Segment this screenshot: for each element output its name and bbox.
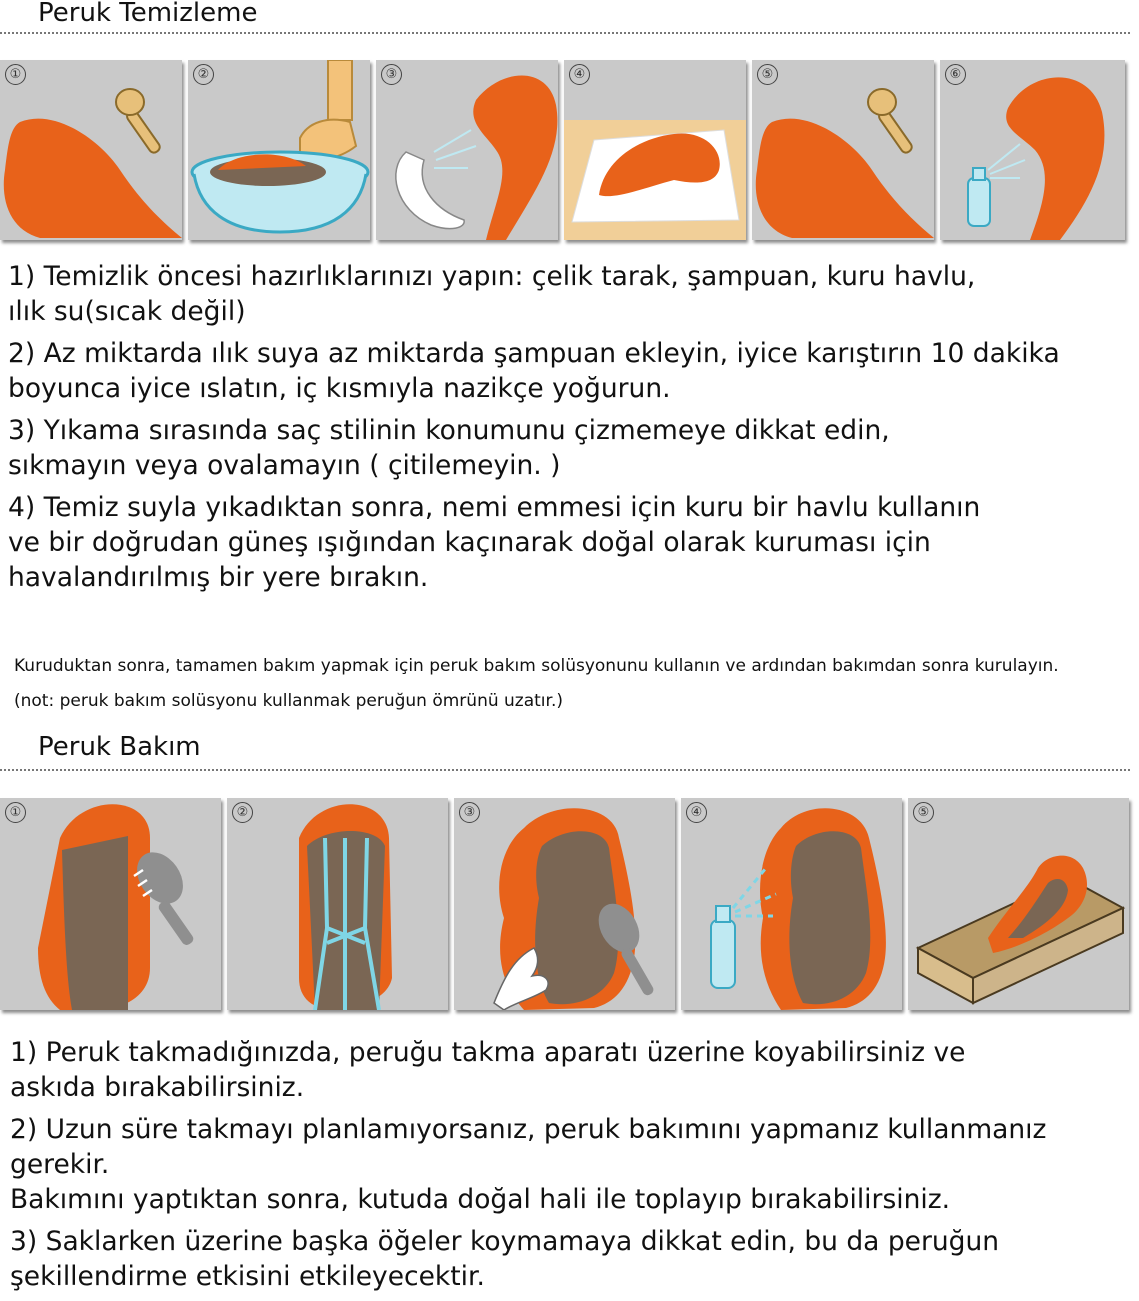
- towel-icon: [396, 152, 464, 229]
- step-line: havalandırılmış bir yere bırakın.: [8, 562, 429, 593]
- panel-number: ④: [686, 802, 707, 823]
- panel-number: ①: [5, 64, 26, 85]
- wig-inner: [62, 836, 128, 1010]
- step-line: 1) Temizlik öncesi hazırlıklarınızı yapın: çelik tarak, şampuan, kuru havlu,: [8, 261, 976, 292]
- cleaning-panel-5: [752, 60, 934, 240]
- care-title-divider: [0, 769, 1130, 771]
- wig-shape: [473, 75, 557, 240]
- wig-shape: [1006, 77, 1104, 240]
- wig-inner: [789, 831, 870, 1004]
- step-line: Bakımını yaptıktan sonra, kutuda doğal hali ile toplayıp bırakabilirsiniz.: [10, 1184, 951, 1215]
- wig-shape: [756, 119, 934, 238]
- care-panel-2: [227, 798, 448, 1010]
- cleaning-panel-1: [0, 60, 182, 240]
- step-line: 1) Peruk takmadığınızda, peruğu takma aparatı üzerine koyabilirsiniz ve: [10, 1037, 966, 1068]
- care-panel-3: [454, 798, 675, 1010]
- panel-number: ⑤: [913, 802, 934, 823]
- step-line: 4) Temiz suyla yıkadıktan sonra, nemi emmesi için kuru bir havlu kullanın: [8, 492, 981, 523]
- cleaning-illustration-strip: [0, 60, 1125, 240]
- spray-lines: [434, 130, 476, 168]
- wig-shape: [4, 119, 182, 238]
- spray-lines: [988, 144, 1025, 178]
- care-panel-1: [0, 798, 221, 1010]
- care-panel-4: [681, 798, 902, 1010]
- step-line: ve bir doğrudan güneş ışığından kaçınarak doğal olarak kuruması için: [8, 527, 931, 558]
- spray-icon: [711, 906, 735, 988]
- panel-number: ①: [5, 802, 26, 823]
- step-line: şekillendirme etkisini etkileyecektir.: [10, 1261, 485, 1292]
- panel-number: ③: [381, 64, 402, 85]
- cleaning-step-2: [8, 336, 1133, 406]
- panel-number: ⑤: [757, 64, 778, 85]
- care-section-title: Peruk Bakım: [38, 732, 201, 762]
- care-steps: [10, 1035, 1135, 1301]
- step-line: sıkmayın veya ovalamayın ( çitilemeyin. ): [8, 450, 561, 481]
- step-line: 3) Saklarken üzerine başka öğeler koymamaya dikkat edin, bu da peruğun: [10, 1226, 1000, 1257]
- panel-number: ⑥: [945, 64, 966, 85]
- cleaning-panel-4: [564, 60, 746, 240]
- step-line: 2) Az miktarda ılık suya az miktarda şampuan ekleyin, iyice karıştırın 10 dakika: [8, 338, 1060, 369]
- cleaning-section-title: Peruk Temizleme: [38, 0, 258, 28]
- cleaning-panel-3: [376, 60, 558, 240]
- panel-number: ④: [569, 64, 590, 85]
- spray-icon: [968, 168, 990, 226]
- hand-icon: [300, 60, 356, 160]
- step-line: askıda bırakabilirsiniz.: [10, 1072, 305, 1103]
- care-step-2: [10, 1112, 1135, 1217]
- step-line: ılık su(sıcak değil): [8, 296, 246, 327]
- panel-number: ②: [193, 64, 214, 85]
- cleaning-step-4: [8, 490, 1133, 595]
- cleaning-panel-2: [188, 60, 370, 240]
- care-panel-5: [908, 798, 1129, 1010]
- care-step-1: [10, 1035, 1135, 1105]
- step-line: boyunca iyice ıslatın, iç kısmıyla nazikçe yoğurun.: [8, 373, 671, 404]
- step-line: 3) Yıkama sırasında saç stilinin konumunu çizmemeye dikkat edin,: [8, 415, 890, 446]
- step-line: 2) Uzun süre takmayı planlamıyorsanız, peruk bakımını yapmanız kullanmanız gerekir.: [10, 1114, 1047, 1180]
- cleaning-step-3: [8, 413, 1133, 483]
- cleaning-note-2: (not: peruk bakım solüsyonu kullanmak peruğun ömrünü uzatır.): [14, 691, 563, 711]
- cleaning-step-1: [8, 259, 1133, 329]
- comb-icon: [116, 89, 162, 155]
- cleaning-panel-6: [940, 60, 1125, 240]
- cleaning-steps: [8, 259, 1133, 602]
- comb-icon: [868, 89, 914, 155]
- cleaning-title-divider: [0, 32, 1130, 34]
- cleaning-note-1: Kuruduktan sonra, tamamen bakım yapmak için peruk bakım solüsyonunu kullanın ve ardından bakımdan sonra kurulayın.: [14, 656, 1059, 676]
- panel-number: ②: [232, 802, 253, 823]
- panel-number: ③: [459, 802, 480, 823]
- care-step-3: [10, 1224, 1135, 1294]
- care-illustration-strip: [0, 798, 1129, 1010]
